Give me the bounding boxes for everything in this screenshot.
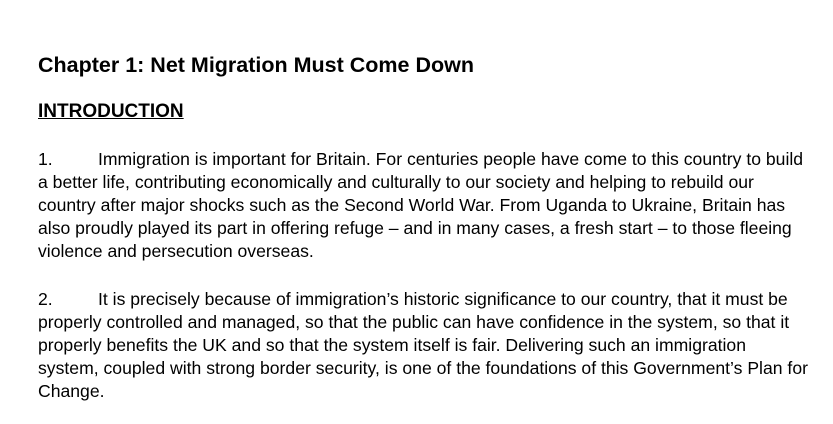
chapter-title: Chapter 1: Net Migration Must Come Down <box>38 53 474 77</box>
paragraph-1 <box>38 148 808 263</box>
paragraph-text: It is precisely because of immigration’s historic significance to our country, that it must be properly controlled and managed, so that the public can have confidence in the system, so that it properly benefits the UK and so that the system itself is fair. Delivering such an immigration system, coupled with strong border security, is one of the foundations of this Government’s Plan for Change. <box>38 289 808 401</box>
paragraph-number: 1. <box>38 149 53 169</box>
section-heading: INTRODUCTION <box>38 101 184 122</box>
paragraph-number: 2. <box>38 289 53 309</box>
paragraph-text: Immigration is important for Britain. For centuries people have come to this country to build a better life, contributing economically and culturally to our society and helping to rebuild our country after major shocks such as the Second World War. From Uganda to Ukraine, Britain has also proudly played its part in offering refuge – and in many cases, a fresh start – to those fleeing violence and persecution overseas. <box>38 149 804 261</box>
paragraph-2 <box>38 288 808 403</box>
